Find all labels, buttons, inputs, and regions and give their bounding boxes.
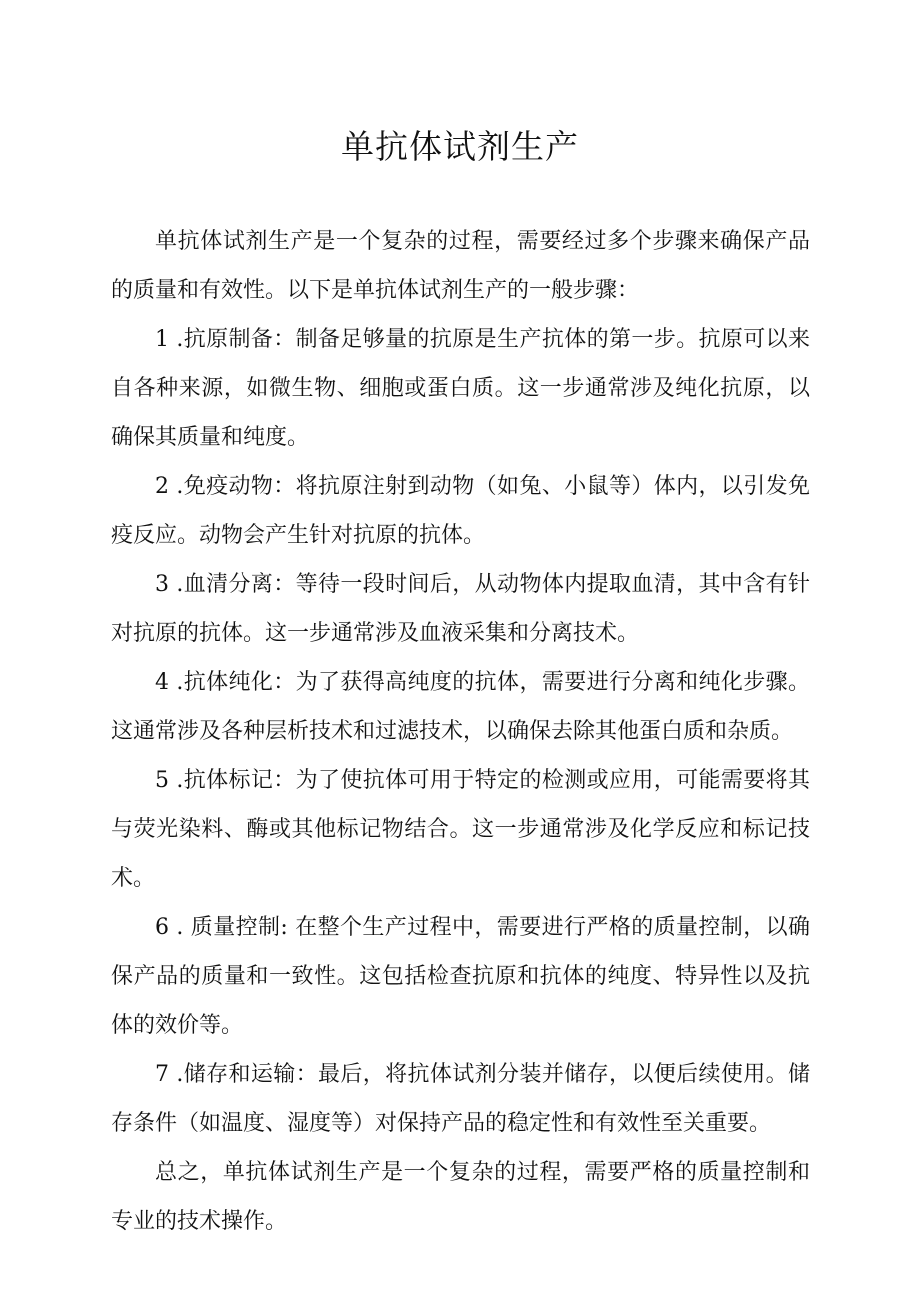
step-number: 3: [155, 572, 169, 597]
step-text: . 质量控制: 在整个生产过程中，需要进行严格的质量控制，以确保产品的质量和一致性。这包括检查抗原和抗体的纯度、特异性以及抗体的效价等。: [111, 915, 810, 1038]
step-text: .储存和运输：最后，将抗体试剂分装并储存，以便后续使用。储存条件（如温度、湿度等）对保持产品的稳定性和有效性至关重要。: [111, 1062, 810, 1136]
step-text: .抗体标记：为了使抗体可用于特定的检测或应用，可能需要将其与荧光染料、酶或其他标记物结合。这一步通常涉及化学反应和标记技术。: [111, 768, 810, 891]
step-paragraph-6: [111, 903, 810, 1050]
step-paragraph-4: [111, 658, 810, 756]
step-number: 1: [155, 327, 169, 352]
document-body: [111, 217, 810, 1246]
step-text: .免疫动物：将抗原注射到动物（如兔、小鼠等）体内，以引发免疫反应。动物会产生针对抗原的抗体。: [111, 474, 810, 548]
step-number: 2: [155, 474, 169, 499]
step-text: .抗体纯化：为了获得高纯度的抗体，需要进行分离和纯化步骤。这通常涉及各种层析技术和过滤技术，以确保去除其他蛋白质和杂质。: [111, 670, 810, 744]
step-paragraph-7: [111, 1050, 810, 1148]
step-text: .血清分离：等待一段时间后，从动物体内提取血清，其中含有针对抗原的抗体。这一步通常涉及血液采集和分离技术。: [111, 572, 810, 646]
step-paragraph-5: [111, 756, 810, 903]
intro-paragraph: 单抗体试剂生产是一个复杂的过程，需要经过多个步骤来确保产品的质量和有效性。以下是单抗体试剂生产的一般步骤：: [111, 229, 810, 303]
step-number: 7: [155, 1062, 169, 1087]
step-paragraph-1: [111, 315, 810, 462]
step-number: 6: [155, 915, 169, 940]
step-number: 4: [155, 670, 169, 695]
step-number: 5: [155, 768, 169, 793]
step-text: .抗原制备：制备足够量的抗原是生产抗体的第一步。抗原可以来自各种来源，如微生物、细胞或蛋白质。这一步通常涉及纯化抗原，以确保其质量和纯度。: [111, 327, 810, 450]
document-title: 单抗体试剂生产: [341, 127, 579, 166]
conclusion-paragraph: 总之，单抗体试剂生产是一个复杂的过程，需要严格的质量控制和专业的技术操作。: [111, 1160, 810, 1234]
step-paragraph-3: [111, 560, 810, 658]
step-paragraph-2: [111, 462, 810, 560]
